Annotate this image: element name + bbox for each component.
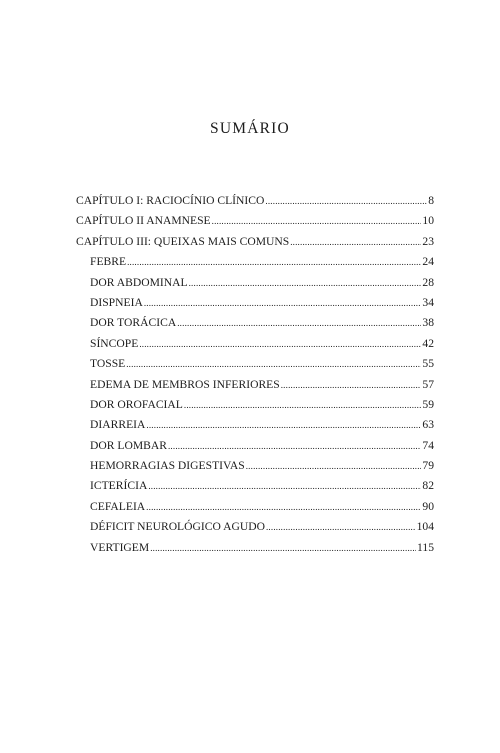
toc-entry-page: 115 [417, 540, 434, 554]
toc-entry-label: DOR OROFACIAL [90, 397, 183, 411]
dot-leader [126, 359, 421, 369]
toc-entry-page: 63 [422, 418, 434, 432]
toc-entry-cefaleia[interactable] [76, 500, 434, 520]
toc-entry-tosse[interactable] [76, 357, 434, 377]
toc-entry-page: 34 [422, 295, 434, 309]
toc-entry-label: EDEMA DE MEMBROS INFERIORES [90, 377, 280, 391]
toc-entry-page: 90 [422, 499, 434, 513]
toc-entry-label: CAPÍTULO II ANAMNESE [76, 214, 211, 228]
toc-entry-page: 42 [422, 336, 434, 350]
toc-entry-label: SÍNCOPE [90, 336, 139, 350]
toc-entry-page: 59 [422, 397, 434, 411]
toc-entry-label: DOR ABDOMINAL [90, 275, 188, 289]
dot-leader [246, 461, 422, 471]
toc-entry-page: 28 [422, 275, 434, 289]
dot-leader [177, 318, 421, 328]
dot-leader [266, 522, 416, 532]
dot-leader [127, 257, 421, 267]
toc-entry-page: 104 [416, 520, 434, 534]
toc-entry-chapter-2[interactable] [76, 214, 434, 234]
toc-entry-label: DISPNEIA [90, 295, 143, 309]
toc-entry-label: DOR TORÁCICA [90, 316, 177, 330]
toc-entry-vertigem[interactable] [76, 541, 434, 561]
toc-entry-hemorragias[interactable] [76, 459, 434, 479]
toc-entry-page: 8 [428, 194, 434, 207]
dot-leader [144, 298, 422, 308]
dot-leader [168, 441, 421, 451]
toc-entry-page: 74 [422, 438, 434, 452]
toc-entry-label: DOR LOMBAR [90, 438, 167, 452]
toc-entry-ictericia[interactable] [76, 479, 434, 499]
toc-entry-sincope[interactable] [76, 337, 434, 357]
dot-leader [148, 481, 421, 491]
dot-leader [146, 420, 421, 430]
toc-entry-label: VERTIGEM [90, 540, 150, 554]
table-of-contents [76, 194, 434, 561]
toc-entry-page: 23 [422, 234, 434, 248]
toc-entry-dor-abdominal[interactable] [76, 276, 434, 296]
toc-entry-dor-toracica[interactable] [76, 316, 434, 336]
toc-entry-chapter-3[interactable] [76, 235, 434, 255]
dot-leader [265, 196, 427, 206]
toc-entry-page: 57 [422, 377, 434, 391]
dot-leader [212, 216, 422, 226]
toc-entry-diarreia[interactable] [76, 418, 434, 438]
toc-entry-edema[interactable] [76, 378, 434, 398]
toc-entry-label: TOSSE [90, 357, 126, 371]
toc-entry-dor-orofacial[interactable] [76, 398, 434, 418]
dot-leader [290, 237, 421, 247]
toc-entry-label: CAPÍTULO III: QUEIXAS MAIS COMUNS [76, 234, 290, 248]
dot-leader [184, 400, 422, 410]
page-title: SUMÁRIO [210, 120, 290, 137]
dot-leader [281, 380, 422, 390]
toc-entry-dor-lombar[interactable] [76, 439, 434, 459]
toc-entry-label: DIARREIA [90, 418, 146, 432]
dot-leader [146, 502, 421, 512]
toc-entry-page: 38 [422, 316, 434, 330]
toc-entry-label: CAPÍTULO I: RACIOCÍNIO CLÍNICO [76, 194, 265, 207]
toc-entry-dispneia[interactable] [76, 296, 434, 316]
toc-entry-page: 24 [422, 255, 434, 269]
toc-entry-page: 55 [422, 357, 434, 371]
toc-entry-page: 10 [422, 214, 434, 228]
toc-entry-label: ICTERÍCIA [90, 479, 148, 493]
toc-entry-label: FEBRE [90, 255, 127, 269]
dot-leader [189, 278, 422, 288]
toc-entry-label: HEMORRAGIAS DIGESTIVAS [90, 459, 245, 473]
toc-entry-label: CEFALEIA [90, 499, 146, 513]
dot-leader [150, 543, 416, 553]
toc-entry-febre[interactable] [76, 255, 434, 275]
toc-entry-page: 82 [422, 479, 434, 493]
dot-leader [139, 339, 421, 349]
toc-entry-chapter-1[interactable] [76, 194, 434, 214]
toc-entry-label: DÉFICIT NEUROLÓGICO AGUDO [90, 520, 265, 534]
toc-entry-deficit-neurologico[interactable] [76, 520, 434, 540]
toc-entry-page: 79 [422, 459, 434, 473]
